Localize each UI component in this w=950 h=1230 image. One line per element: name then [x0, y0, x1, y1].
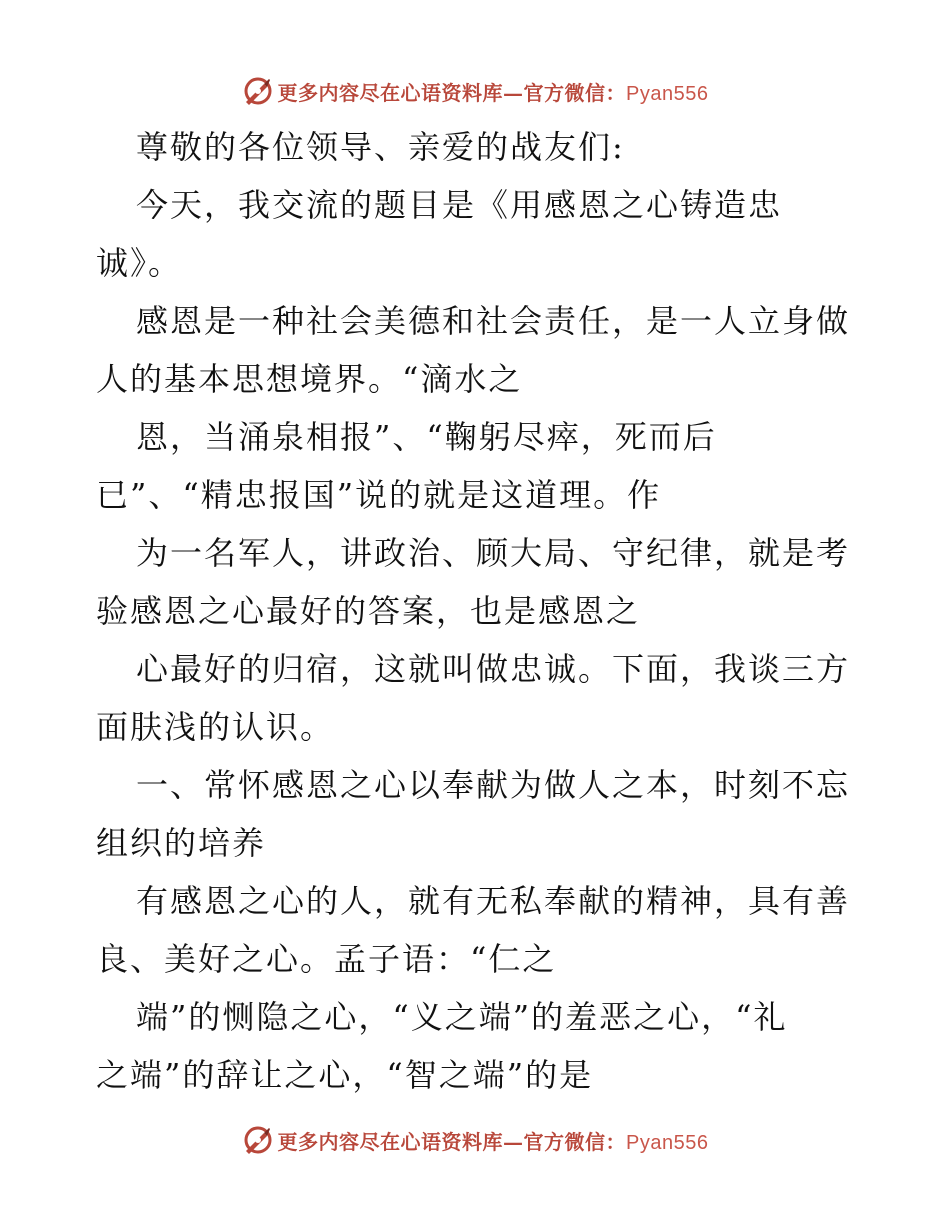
footer-banner — [0, 1120, 950, 1160]
paragraph-line: 良、美好之心。孟子语：“仁之 — [96, 940, 557, 978]
header-banner-wechat: Pyan556 — [626, 82, 709, 105]
paragraph-line: 已”、“精忠报国”说的就是这道理。作 — [96, 476, 662, 514]
paragraph-line: 尊敬的各位领导、亲爱的战友们: — [136, 128, 625, 166]
paragraph-line: 端”的恻隐之心，“义之端”的羞恶之心，“礼 — [136, 998, 788, 1036]
pen-logo-icon — [242, 1124, 274, 1156]
paragraph-line: 感恩是一种社会美德和社会责任，是一人立身做 — [136, 302, 851, 340]
paragraph-line: 面肤浅的认识。 — [96, 708, 335, 746]
section-heading: 一、常怀感恩之心以奉献为做人之本，时刻不忘 — [136, 766, 851, 804]
section-heading: 组织的培养 — [96, 824, 267, 862]
header-banner-label: 更多内容尽在心语资料库—官方微信： — [277, 80, 627, 105]
paragraph-line: 今天，我交流的题目是《用感恩之心铸造忠 — [136, 186, 783, 224]
footer-banner-label: 更多内容尽在心语资料库—官方微信： — [277, 1129, 627, 1154]
footer-banner-text — [278, 1126, 709, 1155]
paragraph-line: 有感恩之心的人，就有无私奉献的精神，具有善 — [136, 882, 851, 920]
paragraph-line: 恩，当涌泉相报”、“鞠躬尽瘁，死而后 — [136, 418, 717, 456]
paragraph-line: 之端”的辞让之心，“智之端”的是 — [96, 1056, 594, 1094]
paragraph-line: 为一名军人，讲政治、顾大局、守纪律，就是考 — [136, 534, 851, 572]
paragraph-line: 验感恩之心最好的答案，也是感恩之 — [96, 592, 641, 630]
paragraph-line: 诚》。 — [96, 244, 183, 282]
paragraph-line: 心最好的归宿，这就叫做忠诚。下面，我谈三方 — [136, 650, 851, 688]
footer-banner-wechat: Pyan556 — [626, 1131, 709, 1154]
paragraph-line: 人的基本思想境界。“滴水之 — [96, 360, 523, 398]
